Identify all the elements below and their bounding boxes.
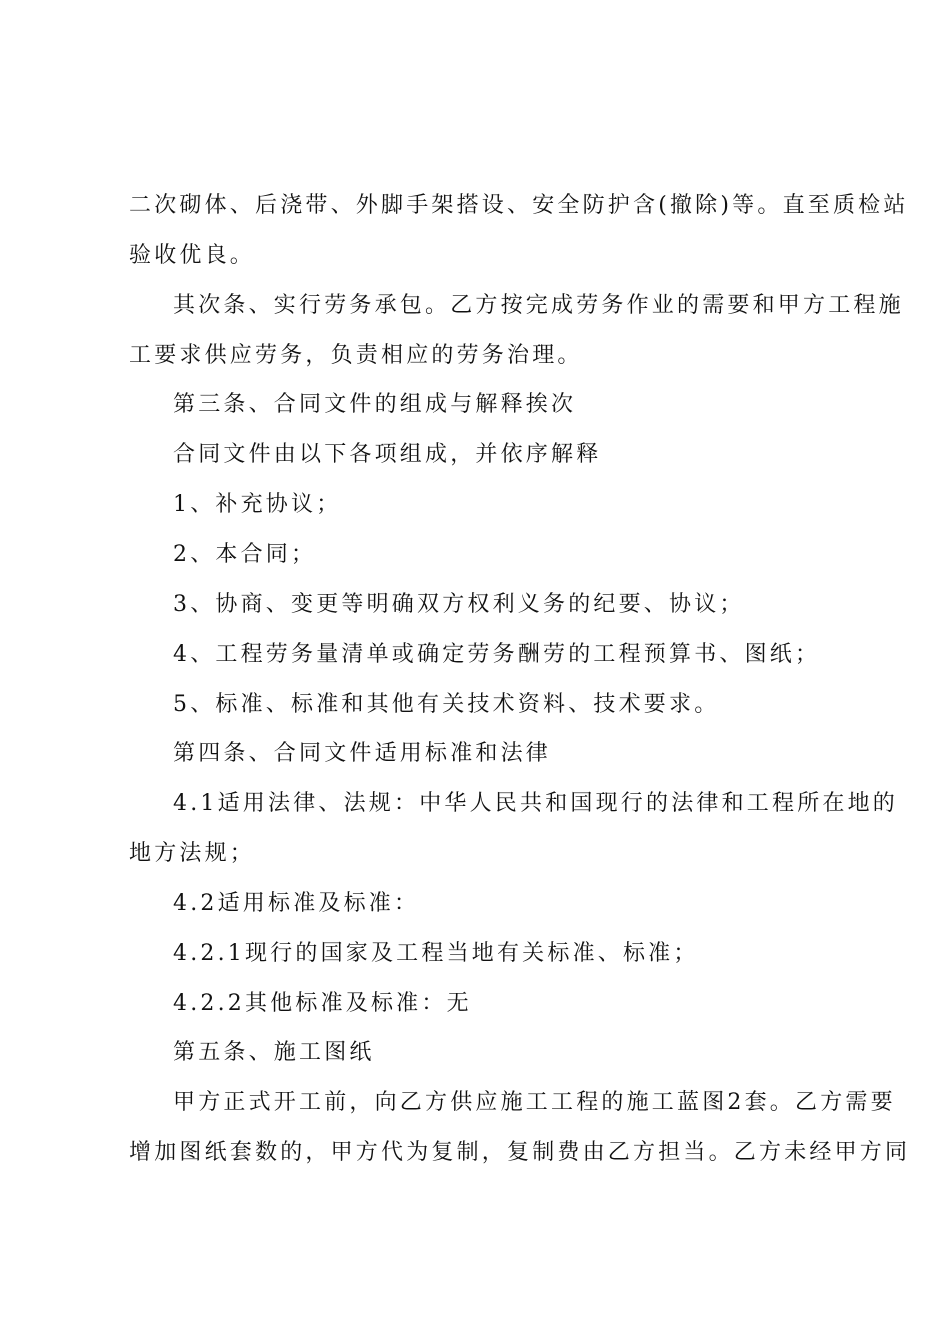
text-line: 甲方正式开工前，向乙方供应施工工程的施工蓝图2套。乙方需要 xyxy=(173,1090,896,1115)
text-line: 4.2适用标准及标准： xyxy=(173,891,420,916)
text-line: 地方法规； xyxy=(129,841,256,866)
text-line: 4.1适用法律、法规：中华人民共和国现行的法律和工程所在地的 xyxy=(173,791,898,816)
text-line: 二次砌体、后浇带、外脚手架搭设、安全防护含(撤除)等。直至质检站 xyxy=(129,193,909,218)
text-line: 增加图纸套数的，甲方代为复制，复制费由乙方担当。乙方未经甲方同 xyxy=(129,1140,911,1165)
text-line: 工要求供应劳务，负责相应的劳务治理。 xyxy=(129,343,583,368)
list-item: 4、工程劳务量清单或确定劳务酬劳的工程预算书、图纸； xyxy=(173,642,821,667)
list-item: 5、标准、标准和其他有关技术资料、技术要求。 xyxy=(173,692,720,717)
list-item: 3、协商、变更等明确双方权利义务的纪要、协议； xyxy=(173,592,745,617)
list-item: 1、补充协议； xyxy=(173,492,342,517)
section-heading: 第三条、合同文件的组成与解释挨次 xyxy=(173,392,577,417)
list-item: 2、本合同； xyxy=(173,542,317,567)
text-line: 其次条、实行劳务承包。乙方按完成劳务作业的需要和甲方工程施 xyxy=(173,293,904,318)
text-line: 4.2.2其他标准及标准：无 xyxy=(173,991,472,1016)
text-line: 验收优良。 xyxy=(129,243,256,268)
text-line: 合同文件由以下各项组成，并依序解释 xyxy=(173,442,602,467)
section-heading: 第五条、施工图纸 xyxy=(173,1040,375,1065)
text-line: 4.2.1现行的国家及工程当地有关标准、标准； xyxy=(173,941,699,966)
section-heading: 第四条、合同文件适用标准和法律 xyxy=(173,741,552,766)
